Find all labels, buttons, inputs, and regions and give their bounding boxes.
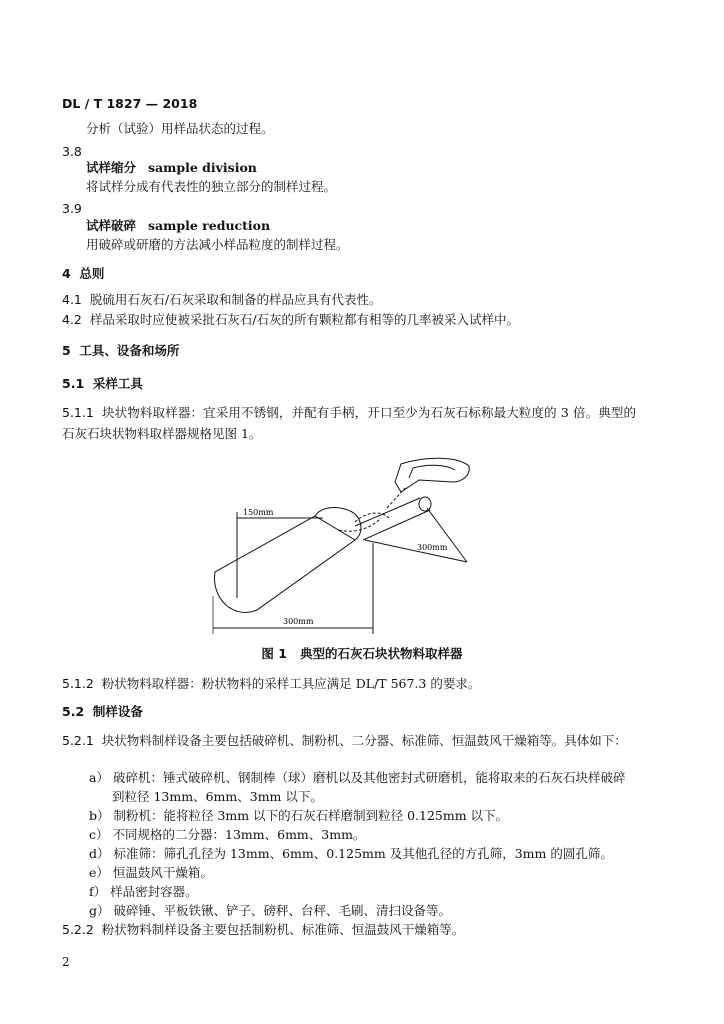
list-label: e） bbox=[89, 865, 109, 880]
list-text: 破碎机：锤式破碎机、钢制棒（球）磨机以及其他密封式研磨机，能将取来的石灰石块样破碎 bbox=[112, 770, 626, 785]
scoop-opening bbox=[315, 508, 361, 541]
clause-5-1-1-text: 块状物料取样器：宜采用不锈钢，并配有手柄，开口至少为石灰石标称最大粒度的 3 倍。典型的石灰石块状物料取样器规格见图 1。 bbox=[62, 405, 636, 441]
clause-5-1-2-text: 粉状物料取样器：粉状物料的采样工具应满足 DL/T 567.3 的要求。 bbox=[101, 676, 481, 691]
term-3-8-cn: 试样缩分 bbox=[86, 160, 137, 175]
list-text: 制粉机：能将粒径 3mm 以下的石灰石样磨制到粒径 0.125mm 以下。 bbox=[113, 808, 509, 823]
section-4-number: 4 bbox=[62, 266, 71, 281]
section-heading-5 bbox=[62, 343, 179, 359]
clause-5-1-1 bbox=[62, 402, 636, 444]
clause-5-1-2-number: 5.1.2 bbox=[62, 676, 94, 691]
list-text: 样品密封容器。 bbox=[110, 884, 198, 899]
dimension-label-top: 150mm bbox=[243, 508, 274, 517]
clause-4-2 bbox=[62, 312, 519, 328]
clause-4-1 bbox=[62, 292, 382, 308]
scoop-outline bbox=[215, 516, 355, 612]
list-item-f bbox=[89, 884, 198, 900]
hook-outline bbox=[395, 458, 469, 492]
list-text: 标准筛：筛孔孔径为 13mm、6mm、0.125mm 及其他孔径的方孔筛，3mm 的圆孔筛。 bbox=[113, 846, 613, 861]
list-item-e bbox=[89, 865, 213, 881]
clause-5-1-1-number: 5.1.1 bbox=[62, 405, 94, 420]
figure-1-caption-text: 典型的石灰石块状物料取样器 bbox=[300, 646, 463, 661]
clause-4-2-text: 样品采取时应使被采批石灰石/石灰的所有颗粒都有相等的几率被采入试样中。 bbox=[89, 312, 520, 327]
list-item-d bbox=[89, 846, 613, 862]
dimension-label-bottom: 300mm bbox=[283, 617, 314, 626]
section-number-3-8: 3.8 bbox=[62, 144, 82, 159]
clause-5-2-1-number: 5.2.1 bbox=[62, 733, 94, 748]
section-number-3-9: 3.9 bbox=[62, 201, 82, 216]
list-text: 恒温鼓风干燥箱。 bbox=[112, 865, 213, 880]
section-5-1-number: 5.1 bbox=[62, 376, 85, 391]
figure-1-sampler-drawing bbox=[205, 448, 485, 636]
figure-1-caption bbox=[0, 646, 724, 662]
section-5-2-title: 制样设备 bbox=[92, 704, 143, 719]
clause-4-1-number: 4.1 bbox=[62, 292, 82, 307]
clause-4-1-text: 脱硫用石灰石/石灰采取和制备的样品应具有代表性。 bbox=[89, 292, 382, 307]
list-text: 不同规格的二分器：13mm、6mm、3mm。 bbox=[112, 827, 366, 842]
section-heading-4 bbox=[62, 266, 104, 282]
term-3-9 bbox=[86, 218, 270, 234]
paragraph-continuation: 分析（试验）用样品状态的过程。 bbox=[86, 121, 274, 136]
term-3-8 bbox=[86, 160, 257, 176]
section-heading-5-2 bbox=[62, 704, 143, 720]
list-item-c bbox=[89, 827, 365, 843]
section-5-number: 5 bbox=[62, 343, 71, 358]
list-label: a） bbox=[89, 770, 109, 785]
term-3-8-en: sample division bbox=[148, 160, 257, 175]
list-item-a bbox=[89, 770, 625, 786]
hook-inner bbox=[409, 465, 455, 478]
definition-3-9: 用破碎或研磨的方法减小样品粒度的制样过程。 bbox=[86, 237, 349, 252]
section-heading-5-1 bbox=[62, 376, 143, 392]
clause-5-2-1-text: 块状物料制样设备主要包括破碎机、制粉机、二分器、标准筛、恒温鼓风干燥箱等。具体如下： bbox=[101, 733, 627, 748]
clause-5-2-2 bbox=[62, 922, 464, 938]
clause-5-1-2 bbox=[62, 676, 480, 692]
term-3-9-en: sample reduction bbox=[148, 218, 271, 233]
list-label: b） bbox=[89, 808, 110, 823]
page-number: 2 bbox=[62, 955, 70, 969]
figure-1-caption-number: 图 1 bbox=[261, 646, 287, 661]
section-5-2-number: 5.2 bbox=[62, 704, 85, 719]
list-item-b bbox=[89, 808, 508, 824]
section-5-title: 工具、设备和场所 bbox=[79, 343, 180, 358]
list-text: 破碎锤、平板铁锹、铲子、磅秤、台秤、毛刷、清扫设备等。 bbox=[113, 903, 452, 918]
dimension-label-right: 300mm bbox=[417, 543, 448, 552]
list-item-g bbox=[89, 903, 451, 919]
list-label: d） bbox=[89, 846, 110, 861]
list-label: c） bbox=[89, 827, 109, 842]
term-3-9-cn: 试样破碎 bbox=[86, 218, 137, 233]
clause-4-2-number: 4.2 bbox=[62, 312, 82, 327]
document-code-header: DL / T 1827 — 2018 bbox=[62, 96, 198, 111]
section-5-1-title: 采样工具 bbox=[92, 376, 143, 391]
section-4-title: 总则 bbox=[79, 266, 105, 281]
list-label: f） bbox=[89, 884, 107, 899]
clause-5-2-2-text: 粉状物料制样设备主要包括制粉机、标准筛、恒温鼓风干燥箱等。 bbox=[101, 922, 465, 937]
list-label: g） bbox=[89, 903, 110, 918]
handle-end bbox=[419, 497, 431, 511]
definition-3-8: 将试样分成有代表性的独立部分的制样过程。 bbox=[86, 179, 337, 194]
clause-5-2-2-number: 5.2.2 bbox=[62, 922, 94, 937]
list-item-a-continuation: 到粒径 13mm、6mm、3mm 以下。 bbox=[112, 789, 323, 804]
clause-5-2-1 bbox=[62, 730, 636, 751]
